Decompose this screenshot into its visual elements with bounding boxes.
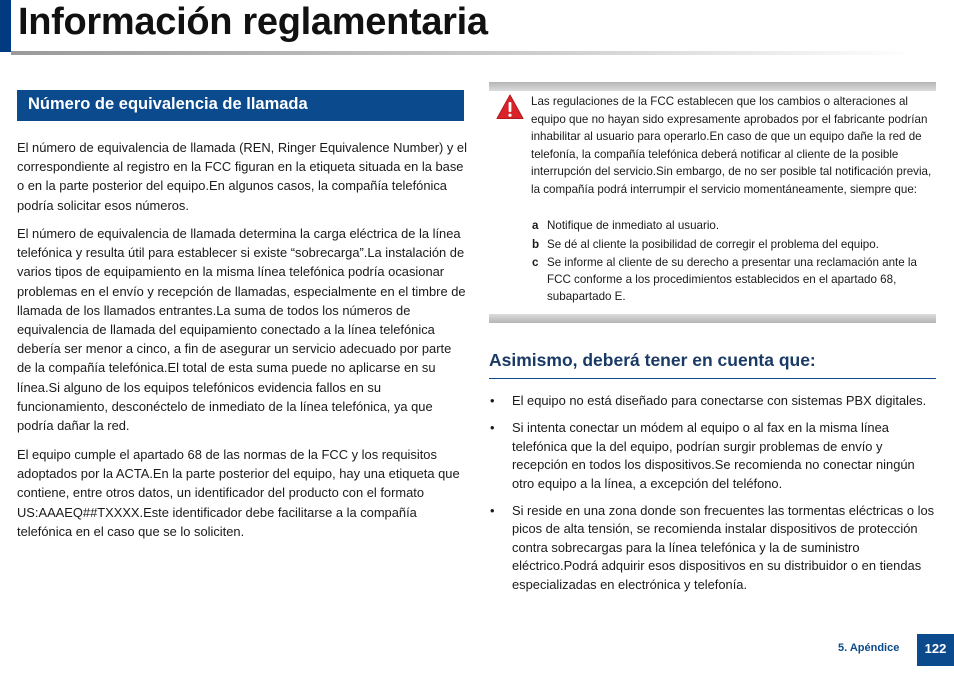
bullet-dot: •: [490, 503, 495, 519]
page-title: Información reglamentaria: [18, 1, 488, 43]
warning-item-letter: b: [532, 237, 540, 251]
warning-icon: [496, 94, 524, 120]
warning-item: [531, 255, 931, 305]
bullet-dot: •: [490, 420, 495, 436]
title-accent-bar: [0, 0, 11, 52]
bullet-text: Si reside en una zona donde son frecuentes las tormentas eléctricas o los picos de alta tensión, se recomienda instalar dispositivos de protección contra sobrecargas para la línea telefónica y la de suministro eléctrico.Podrá adquirir esos dispositivos en su distribuidor o en tiendas especializadas en electrónica y telefonía.: [512, 503, 935, 592]
footer-section-label: 5. Apéndice: [838, 642, 900, 654]
bullet-text: El equipo no está diseñado para conectarse con sistemas PBX digitales.: [512, 393, 927, 408]
subheading-divider: [489, 378, 936, 379]
warning-top-bar: [489, 82, 936, 91]
warning-item-text: Notifique de inmediato al usuario.: [547, 219, 720, 232]
section-heading-box: [17, 90, 464, 121]
bullet-text: Si intenta conectar un módem al equipo o al fax en la misma línea telefónica que la del equipo, podrían surgir problemas de envío y recepción en todos los dispositivos.Se recomienda no conectar ningún otro equipo a la línea, a excepción del teléfono.: [512, 420, 915, 491]
paragraph-ren-load: El número de equivalencia de llamada determina la carga eléctrica de la línea telefónica y resulta útil para establecer si existe “sobrecarga”.La instalación de varios tipos de equipamiento en la misma línea telefónica podría ocasionar problemas en el envío y recepción de llamadas, especialmente en el timbre de llamada de los llamados entrantes.La suma de todos los números de equivalencia de llamada del equipamiento conectado a la línea telefónica debería ser menor a cinco, a fin de asegurar un servicio adecuado por parte de la compañía telefónica.El total de esta suma puede no aplicarse en su línea.Si alguno de los equipos telefónicos evidencia fallos en su funcionamiento, desconéctelo de inmediato de la línea telefónica, ya que podría dañar la red.: [17, 226, 466, 434]
warning-panel: [489, 82, 936, 323]
section-heading: Número de equivalencia de llamada: [28, 95, 308, 113]
bullet-list: [489, 392, 939, 603]
bullet-item: [489, 392, 939, 410]
bullet-item: [489, 502, 939, 594]
title-divider: [11, 51, 916, 55]
warning-text: Las regulaciones de la FCC establecen que los cambios o alteraciones al equipo que no hayan sido expresamente aprobados por el fabricante podrían inhabilitar al usuario para operarlo.En caso de que un equipo dañe la red de telefonía, la compañía telefónica deberá notificar al cliente de la posible interrupción del servicio.Sin embargo, de no ser posible tal notificación previa, la compañía podrá interrumpir el servicio momentáneamente, siempre que:: [531, 95, 932, 196]
bullet-dot: •: [490, 393, 495, 408]
warning-item: [531, 218, 931, 235]
warning-item-letter: c: [532, 256, 539, 270]
bullet-item: [489, 419, 939, 493]
paragraph-fcc-label: El equipo cumple el apartado 68 de las normas de la FCC y los requisitos adoptados por la ACTA.En la parte posterior del equipo, hay una etiqueta que contiene, entre otros datos, un identificador del producto con el formato US:AAAEQ##TXXXX.Este identificador debe facilitarse a la compañía telefónica en el caso que se lo soliciten.: [17, 447, 460, 539]
warning-list: [531, 218, 931, 308]
warning-item-text: Se informe al cliente de su derecho a presentar una reclamación ante la FCC conforme a los procedimientos establecidos en el apartado 68, subapartado E.: [547, 256, 917, 303]
subheading: Asimismo, deberá tener en cuenta que:: [489, 350, 816, 370]
warning-item-letter: a: [532, 219, 539, 232]
warning-bottom-bar: [489, 314, 936, 323]
paragraph-ren-intro: El número de equivalencia de llamada (REN, Ringer Equivalence Number) y el correspondiente al registro en la FCC figuran en la etiqueta situada en la base o en la parte posterior del equipo.En algunos casos, la compañía telefónica podría solicitar esos números.: [17, 140, 467, 213]
warning-item-text: Se dé al cliente la posibilidad de corregir el problema del equipo.: [547, 237, 879, 251]
page-number-badge: 122: [917, 634, 954, 666]
warning-item: [531, 237, 931, 254]
